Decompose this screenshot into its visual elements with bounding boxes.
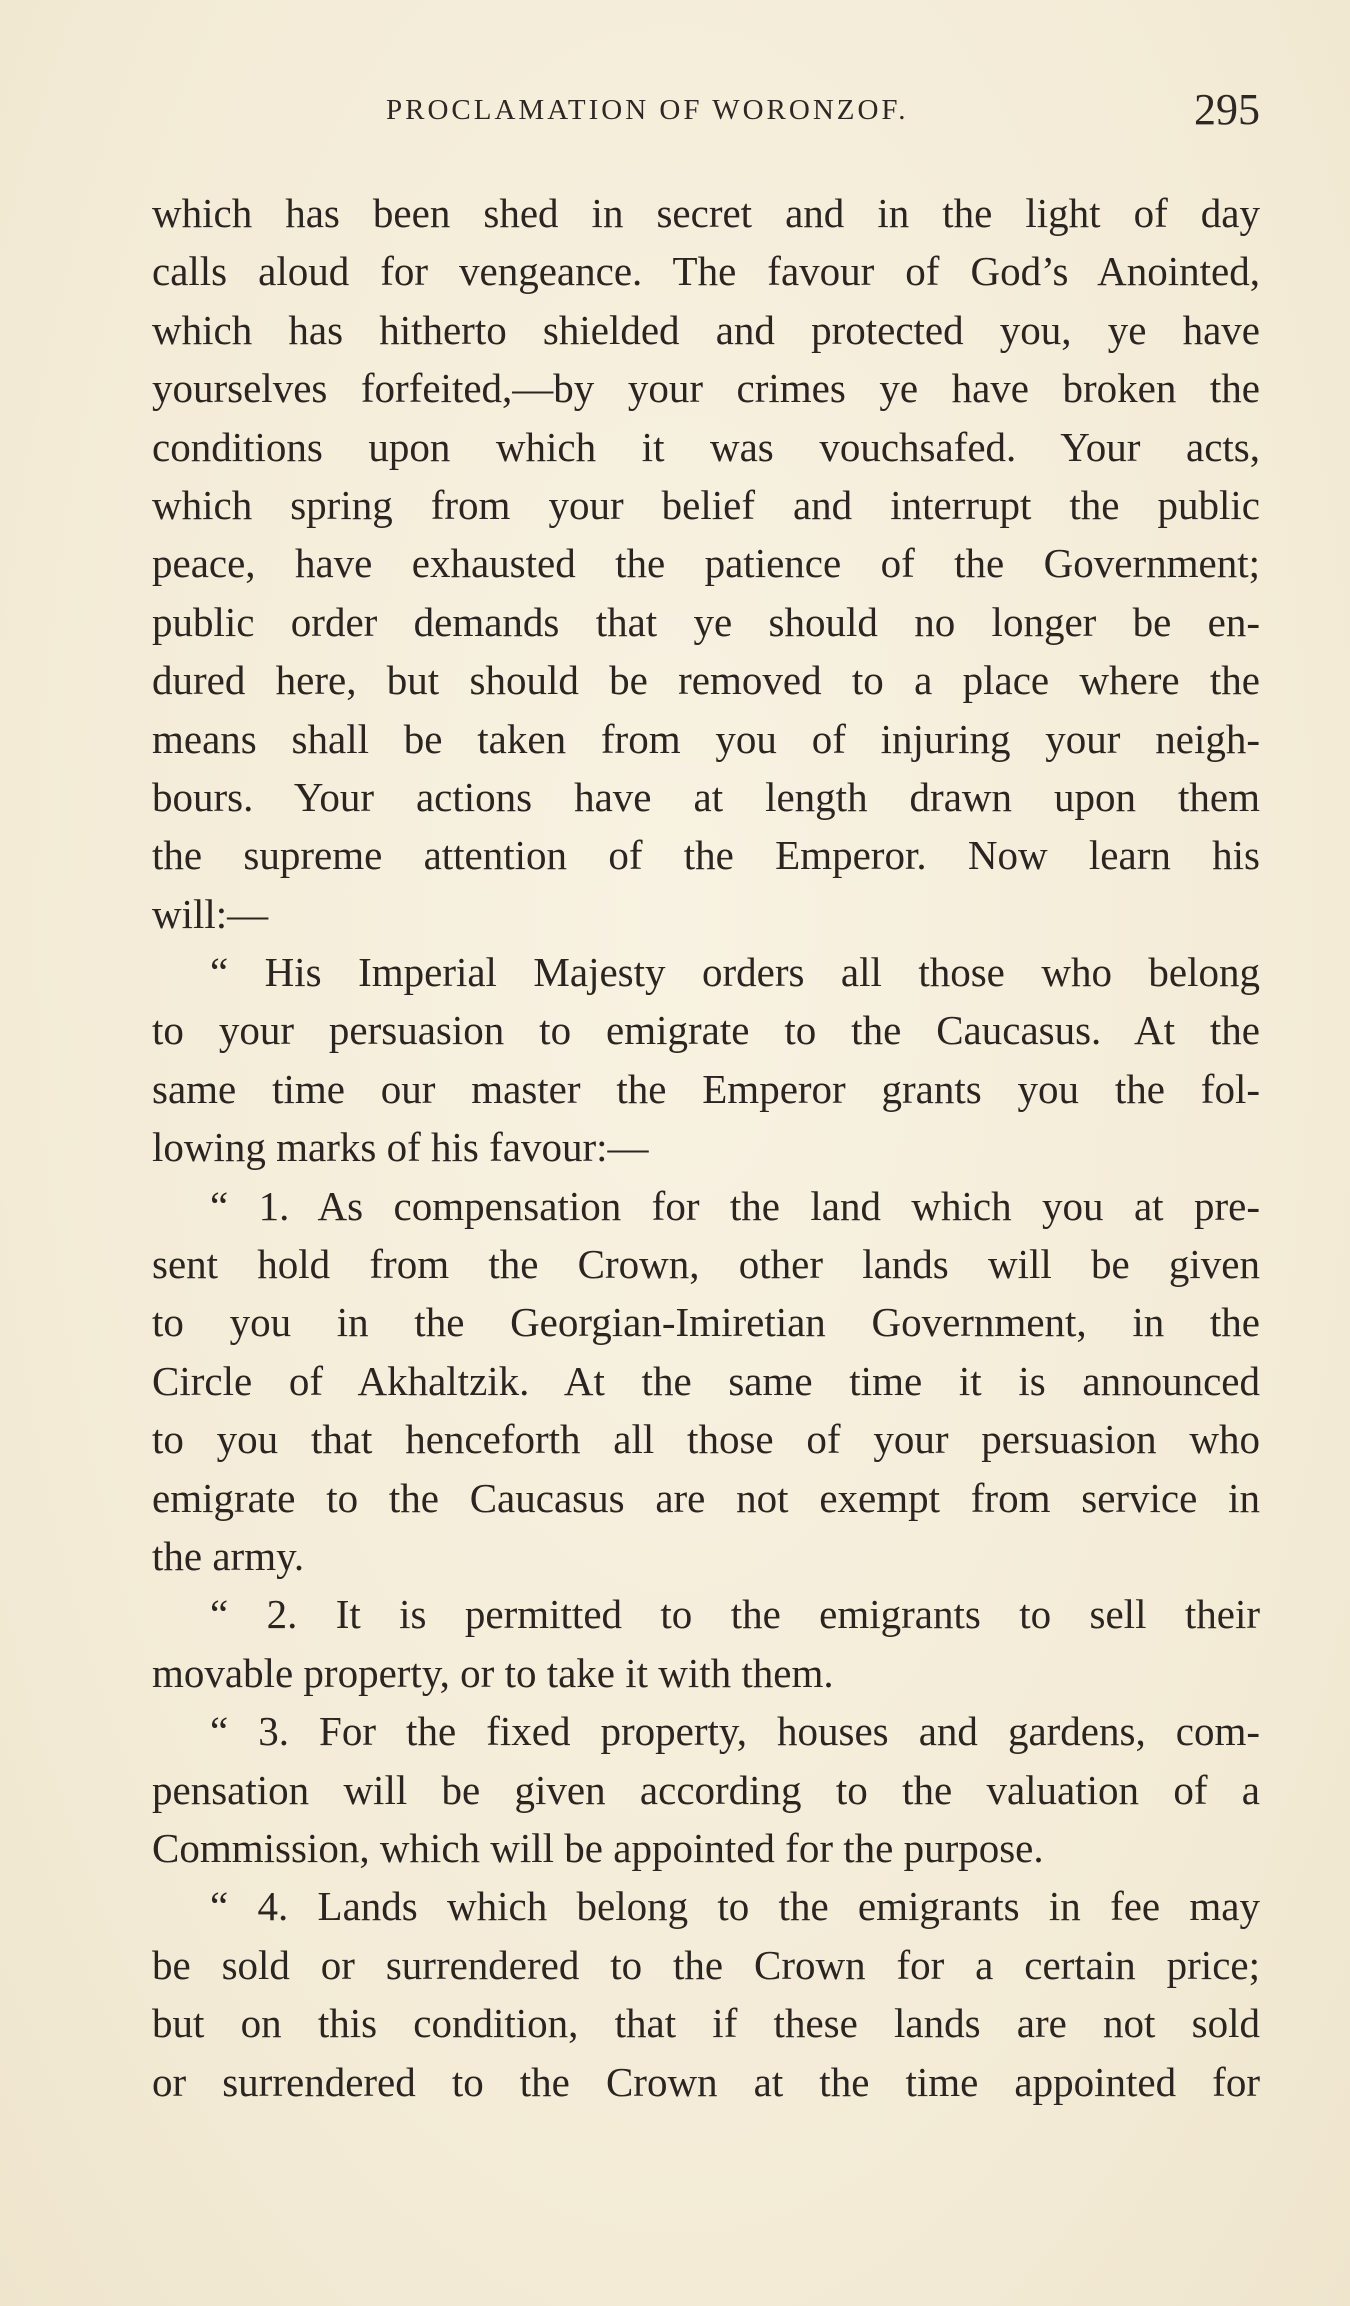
text-line: the supreme attention of the Emperor. Now learn his xyxy=(152,832,1260,879)
text-line: same time our master the Emperor grants you the fol- xyxy=(152,1065,1260,1112)
text-line: to your persuasion to emigrate to the Caucasus. At the xyxy=(152,1007,1260,1054)
text-line: or surrendered to the Crown at the time appointed for xyxy=(152,2058,1260,2105)
text-line: the army. xyxy=(152,1532,305,1579)
text-line: “ 3. For the fixed property, houses and gardens, com- xyxy=(210,1708,1260,1755)
text-line: which has been shed in secret and in the light of day xyxy=(152,190,1260,236)
text-line: to you that henceforth all those of your persuasion who xyxy=(152,1416,1260,1463)
text-line: conditions upon which it was vouchsafed. Your acts, xyxy=(152,423,1260,470)
running-head: PROCLAMATION OF WORONZOF. xyxy=(386,94,909,126)
text-line: “ 4. Lands which belong to the emigrants in fee may xyxy=(210,1883,1260,1930)
text-line: Circle of Akhaltzik. At the same time it is announced xyxy=(152,1357,1260,1404)
text-line: will:— xyxy=(152,890,269,937)
body-text xyxy=(152,184,1260,2111)
text-line: “ 1. As compensation for the land which you at pre- xyxy=(210,1182,1260,1229)
text-line: but on this condition, that if these lands are not sold xyxy=(152,2000,1260,2047)
text-line: movable property, or to take it with them. xyxy=(152,1649,834,1696)
text-line: which spring from your belief and interrupt the public xyxy=(152,481,1260,528)
text-line: pensation will be given according to the valuation of a xyxy=(152,1766,1260,1813)
text-line: peace, have exhausted the patience of the Government; xyxy=(152,540,1260,587)
page-header xyxy=(152,85,1260,142)
text-line: lowing marks of his favour:— xyxy=(152,1124,649,1171)
text-line: which has hitherto shielded and protected you, ye have xyxy=(152,306,1260,353)
text-line: “ His Imperial Majesty orders all those who belong xyxy=(210,949,1260,996)
text-line: bours. Your actions have at length drawn upon them xyxy=(152,773,1260,820)
text-line: means shall be taken from you of injuring your neigh- xyxy=(152,715,1260,762)
text-line: be sold or surrendered to the Crown for a certain price; xyxy=(152,1941,1260,1988)
page-number: 295 xyxy=(1194,85,1260,134)
text-line: “ 2. It is permitted to the emigrants to sell their xyxy=(210,1591,1260,1638)
text-line: sent hold from the Crown, other lands will be given xyxy=(152,1241,1260,1288)
text-line: calls aloud for vengeance. The favour of God’s Anointed, xyxy=(152,248,1260,295)
text-line: emigrate to the Caucasus are not exempt from service in xyxy=(152,1474,1260,1521)
text-line: yourselves forfeited,—by your crimes ye have broken the xyxy=(152,365,1260,412)
text-line: public order demands that ye should no longer be en- xyxy=(152,598,1260,645)
text-line: to you in the Georgian-Imiretian Government, in the xyxy=(152,1299,1260,1346)
text-line: Commission, which will be appointed for the purpose. xyxy=(152,1824,1044,1871)
text-line: dured here, but should be removed to a place where the xyxy=(152,657,1260,704)
